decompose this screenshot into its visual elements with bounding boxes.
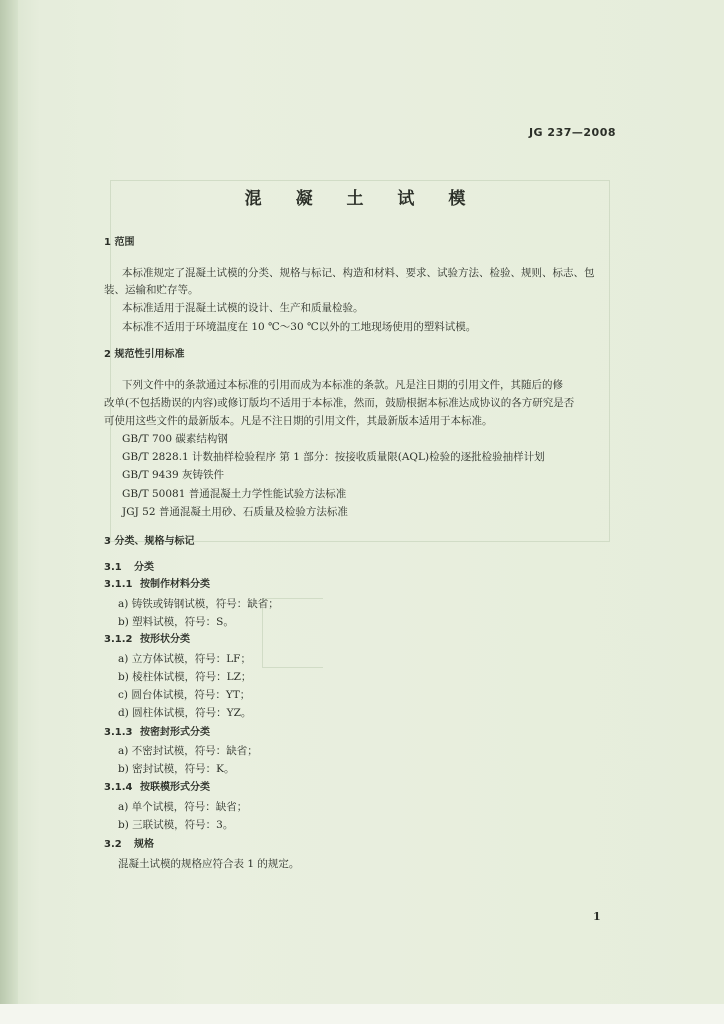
list-item: b) 密封试模，符号：K。 (118, 763, 235, 775)
subsection-title: 按联模形式分类 (140, 782, 210, 793)
reference-item: GB/T 2828.1 计数抽样检验程序 第 1 部分：按接收质量限(AQL)检验的逐批检验抽样计划 (122, 451, 545, 463)
subsection-number: 3.1.2 (104, 634, 133, 645)
paragraph-line: 本标准规定了混凝土试模的分类、规格与标记、构造和材料、要求、试验方法、检验、规则、标志、包 (122, 267, 595, 279)
reference-item: GB/T 50081 普通混凝土力学性能试验方法标准 (122, 488, 347, 500)
list-item: d) 圆柱体试模，符号：YZ。 (118, 707, 252, 719)
subsection-3-1 (104, 561, 154, 575)
subsection-number: 3.2 (104, 839, 122, 850)
list-item: a) 不密封试模，符号：缺省； (118, 745, 258, 757)
subsection-number: 3.1 (104, 562, 122, 573)
subsection-number: 3.1.3 (104, 727, 133, 738)
subsection-3-1-2 (104, 633, 190, 647)
page-number: 1 (593, 910, 601, 923)
scan-bottom-edge (0, 1004, 724, 1024)
document-title: 混 凝 土 试 模 (244, 189, 480, 209)
standard-code: JG 237—2008 (528, 126, 616, 139)
scan-left-edge (0, 0, 18, 1024)
paragraph-line: 本标准适用于混凝土试模的设计、生产和质量检验。 (122, 302, 364, 314)
list-item: c) 圆台体试模，符号：YT； (118, 689, 251, 701)
paragraph-line: 混凝土试模的规格应符合表 1 的规定。 (118, 858, 300, 870)
subsection-3-1-4 (104, 781, 210, 795)
subsection-title: 按制作材料分类 (140, 579, 210, 590)
subsection-3-1-3 (104, 726, 210, 740)
subsection-title: 规格 (134, 839, 154, 850)
list-item: a) 立方体试模，符号：LF； (118, 653, 251, 665)
section-3-heading: 3 分类、规格与标记 (104, 536, 195, 547)
paragraph-line: 可使用这些文件的最新版本。凡是不注日期的引用文件，其最新版本适用于本标准。 (104, 415, 493, 427)
reference-item: GB/T 700 碳素结构钢 (122, 433, 228, 445)
list-item: b) 三联试模，符号：3。 (118, 819, 234, 831)
list-item: a) 铸铁或铸钢试模，符号：缺省； (118, 598, 279, 610)
reference-item: GB/T 9439 灰铸铁件 (122, 469, 225, 481)
subsection-3-1-1 (104, 578, 210, 592)
section-1-heading: 1 范围 (104, 237, 135, 248)
subsection-title: 分类 (134, 562, 154, 573)
list-item: a) 单个试模，符号：缺省； (118, 801, 248, 813)
paragraph-line: 本标准不适用于环境温度在 10 ℃～30 ℃以外的工地现场使用的塑料试模。 (122, 321, 477, 333)
subsection-title: 按形状分类 (140, 634, 190, 645)
subsection-3-2 (104, 838, 154, 852)
section-2-heading: 2 规范性引用标准 (104, 349, 185, 360)
subsection-title: 按密封形式分类 (140, 727, 210, 738)
subsection-number: 3.1.1 (104, 579, 133, 590)
paragraph-line: 下列文件中的条款通过本标准的引用而成为本标准的条款。凡是注日期的引用文件，其随后的修 (122, 379, 563, 391)
list-item: b) 塑料试模，符号：S。 (118, 616, 234, 628)
list-item: b) 棱柱体试模，符号：LZ； (118, 671, 252, 683)
reference-item: JGJ 52 普通混凝土用砂、石质量及检验方法标准 (122, 506, 348, 518)
subsection-number: 3.1.4 (104, 782, 133, 793)
paragraph-line: 改单(不包括勘误的内容)或修订版均不适用于本标准，然而，鼓励根据本标准达成协议的各方研究是否 (104, 397, 575, 409)
paragraph-line: 装、运输和贮存等。 (104, 284, 199, 296)
